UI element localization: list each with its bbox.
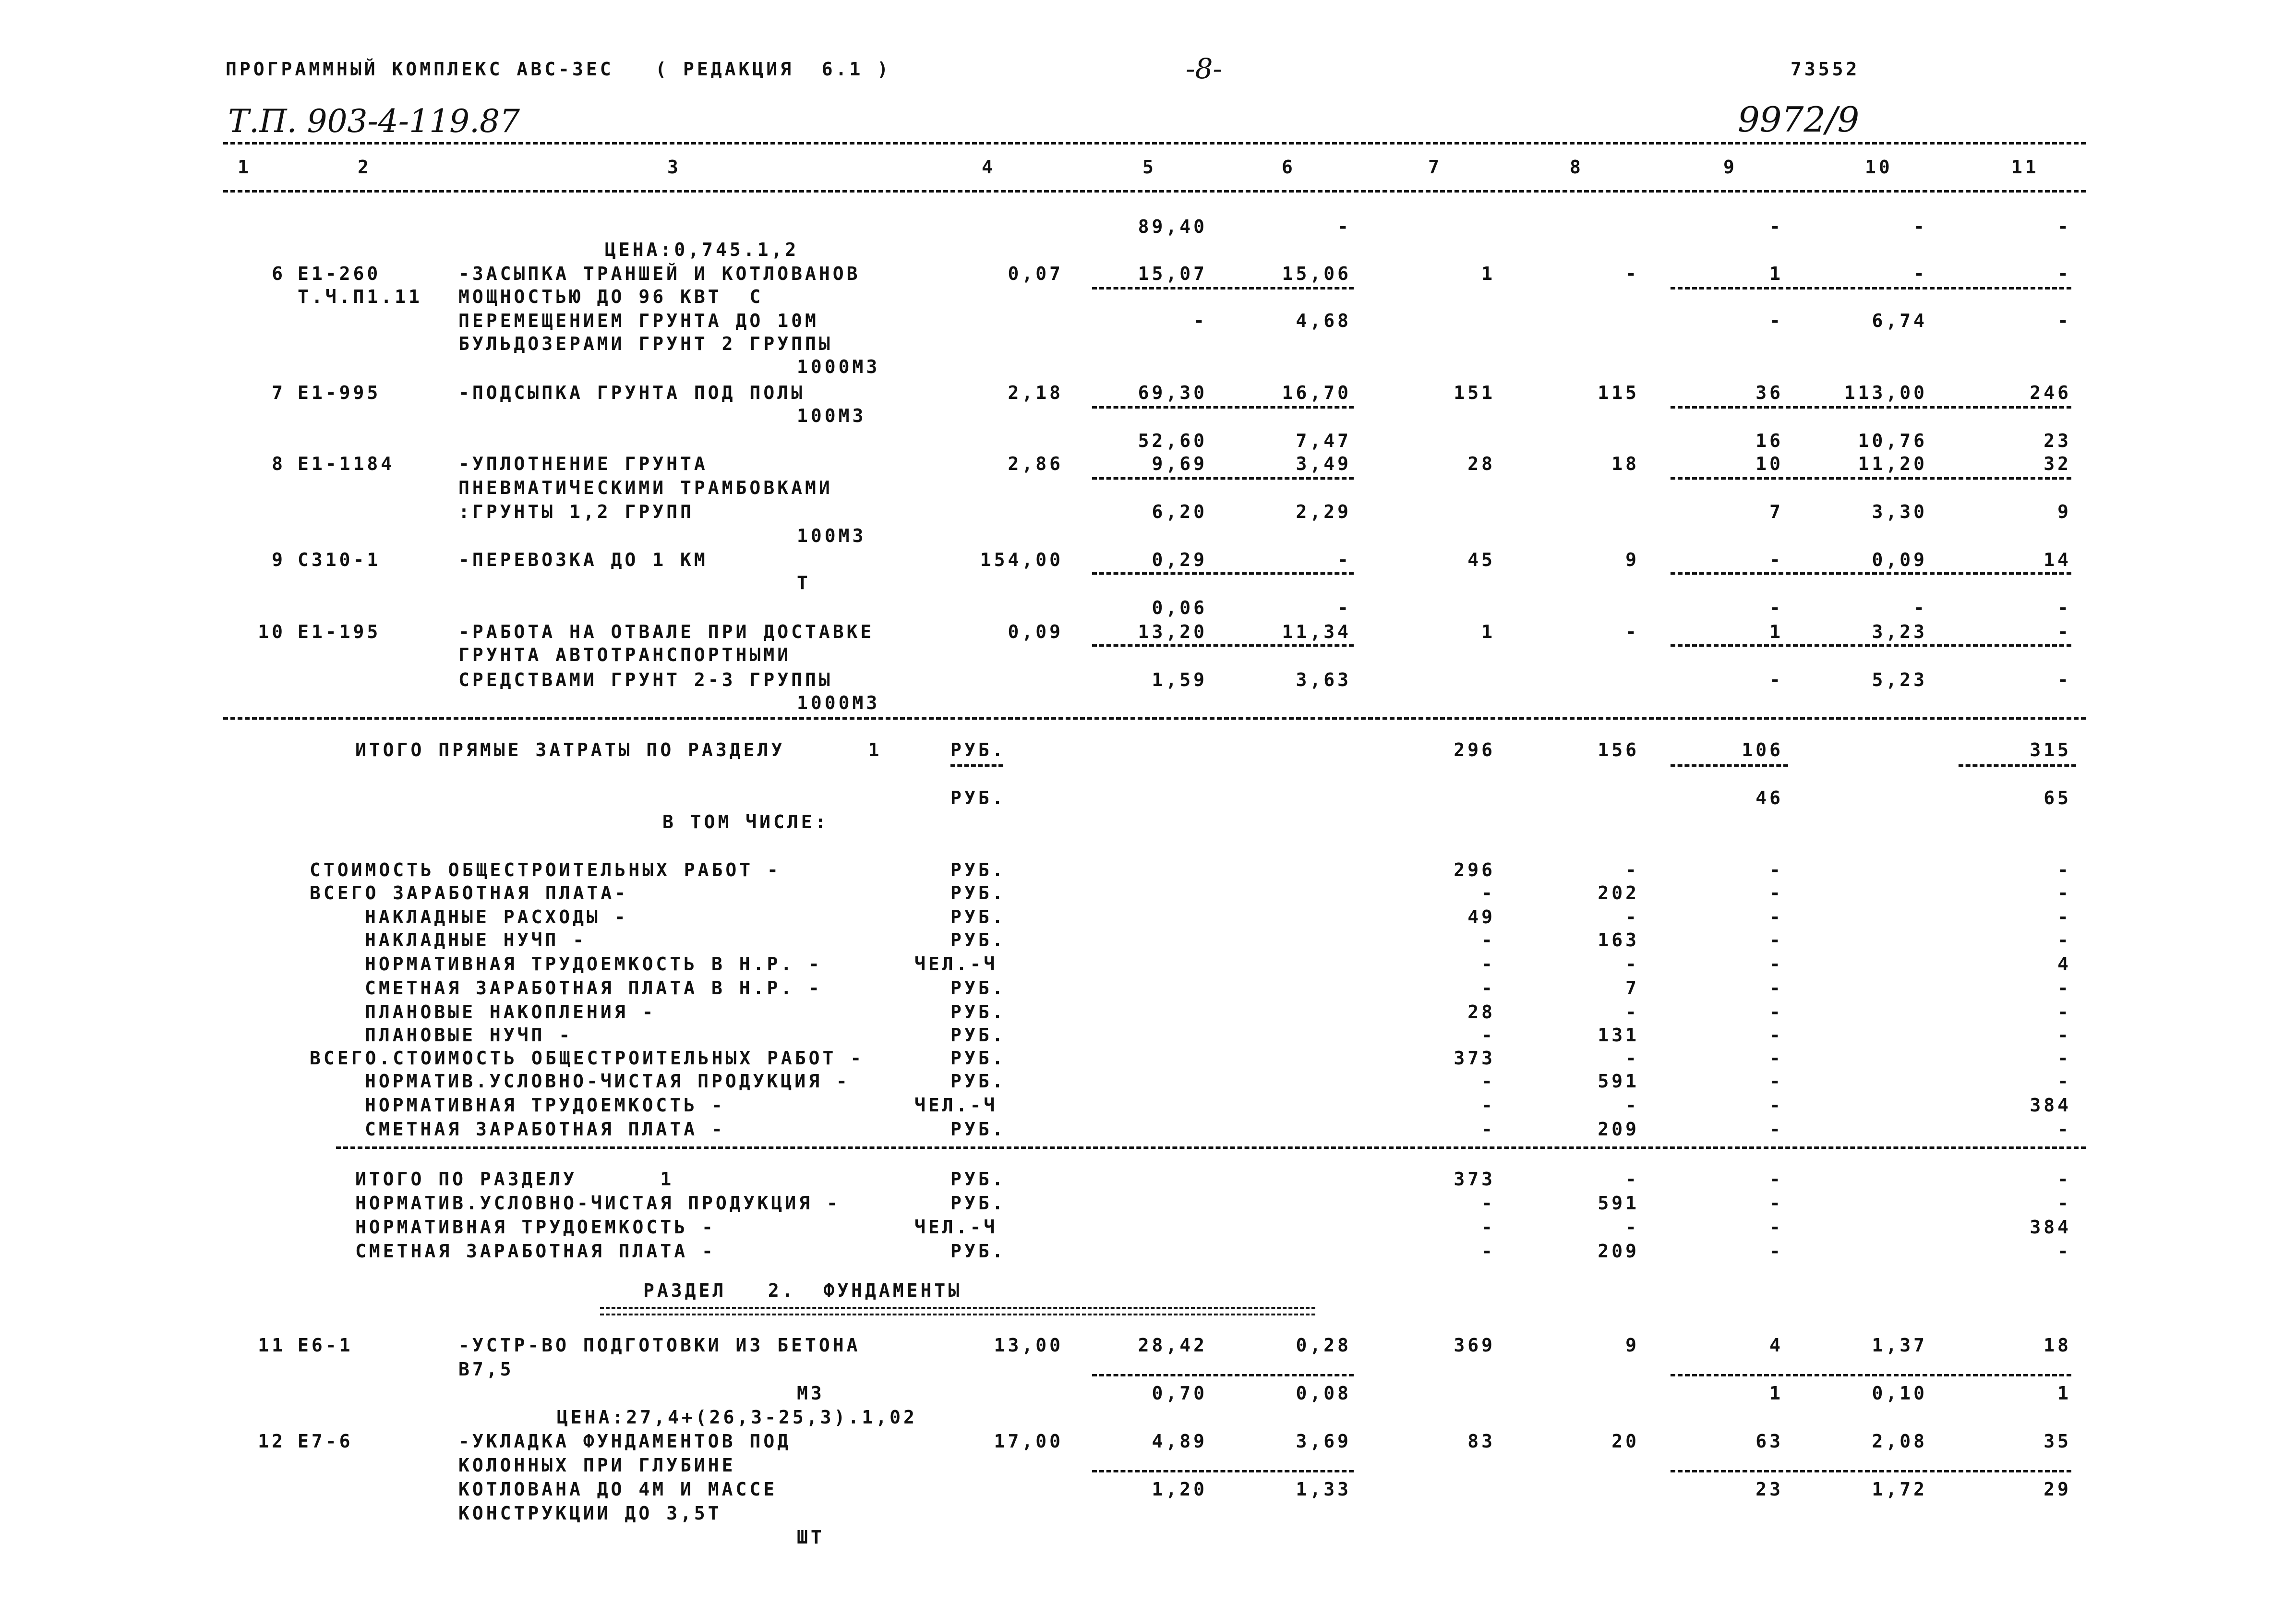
- cell-c9: 16: [1755, 430, 1783, 451]
- sheet-code: 9972/9: [1738, 99, 1860, 140]
- totals-c9-2: 46: [1755, 787, 1783, 808]
- work-description: ЦЕНА:27,4+(26,3-25,3).1,02: [557, 1407, 917, 1428]
- cell-separator: [1092, 287, 1354, 289]
- cell-separator: [1092, 1374, 1354, 1376]
- line-c7: -: [1481, 929, 1495, 951]
- cell-c10: 10,76: [1858, 430, 1927, 451]
- cell-c5: 0,70: [1152, 1383, 1207, 1404]
- line-unit: РУБ.: [950, 1169, 1006, 1190]
- line-c7: 28: [1467, 1001, 1495, 1023]
- rate-code: Е1-260: [298, 263, 381, 284]
- cell-c9: -: [1769, 310, 1783, 331]
- work-description: ГРУНТА АВТОТРАНСПОРТНЫМИ: [458, 644, 792, 665]
- line-unit: РУБ.: [950, 1119, 1006, 1140]
- line-c9: -: [1769, 1025, 1783, 1046]
- cell-c4: 154,00: [980, 549, 1063, 570]
- work-description: -ЗАСЫПКА ТРАНШЕЙ И КОТЛОВАНОВ: [458, 263, 861, 284]
- cell-c10: 5,23: [1872, 669, 1927, 690]
- section-2-underline: [600, 1307, 1315, 1315]
- cell-c6: 3,63: [1296, 669, 1351, 690]
- line-c9: -: [1769, 977, 1783, 999]
- cell-c11: 14: [2044, 549, 2071, 570]
- line-unit: РУБ.: [950, 1048, 1006, 1069]
- line-unit: РУБ.: [950, 1071, 1006, 1092]
- totals-c9: 106: [1742, 739, 1783, 760]
- line-c8: 591: [1598, 1193, 1639, 1214]
- line-c9: -: [1769, 929, 1783, 951]
- line-c7: 373: [1454, 1169, 1495, 1190]
- column-number: 4: [982, 157, 996, 178]
- work-description: ПНЕВМАТИЧЕСКИМИ ТРАМБОВКАМИ: [458, 477, 833, 498]
- row-number: 10: [258, 621, 286, 642]
- line-label: СМЕТНАЯ ЗАРАБОТНАЯ ПЛАТА -: [355, 1241, 716, 1262]
- cell-c5: 52,60: [1138, 430, 1207, 451]
- totals-c11: 315: [2030, 739, 2071, 760]
- cell-c7: 369: [1454, 1335, 1495, 1356]
- section-2-title: РАЗДЕЛ 2. ФУНДАМЕНТЫ: [643, 1280, 962, 1301]
- work-description: КОЛОННЫХ ПРИ ГЛУБИНЕ: [458, 1455, 736, 1476]
- header-rule: [223, 142, 2086, 145]
- work-description: -ПЕРЕВОЗКА ДО 1 КМ: [458, 549, 708, 570]
- document-number: 73552: [1791, 59, 1860, 80]
- line-c9: -: [1769, 859, 1783, 880]
- line-c11: -: [2057, 859, 2071, 880]
- line-c11: -: [2057, 1025, 2071, 1046]
- cell-c7: 151: [1454, 382, 1495, 403]
- totals-rule: [223, 717, 2086, 720]
- rate-code: Е7-6: [298, 1431, 353, 1452]
- row-number: 12: [258, 1431, 286, 1452]
- cell-separator: [1671, 477, 2071, 480]
- line-c8: 591: [1598, 1071, 1639, 1092]
- cell-c5: 13,20: [1138, 621, 1207, 642]
- cell-c11: 246: [2030, 382, 2071, 403]
- line-c11: -: [2057, 1193, 2071, 1214]
- cell-c9: -: [1769, 216, 1783, 237]
- page-number: -8-: [1186, 52, 1223, 85]
- column-number: 10: [1865, 157, 1893, 178]
- line-label: НАКЛАДНЫЕ НУЧП -: [365, 929, 587, 951]
- cell-separator: [1671, 572, 2071, 575]
- work-description: В7,5: [458, 1359, 514, 1380]
- cell-c11: 23: [2044, 430, 2071, 451]
- line-c11: -: [2057, 1001, 2071, 1023]
- rate-code: Т.Ч.П1.11: [298, 286, 422, 307]
- cell-c10: 2,08: [1872, 1431, 1927, 1452]
- line-label: СМЕТНАЯ ЗАРАБОТНАЯ ПЛАТА -: [365, 1119, 725, 1140]
- line-label: СТОИМОСТЬ ОБЩЕСТРОИТЕЛЬНЫХ РАБОТ -: [310, 859, 781, 880]
- cell-c11: 1: [2057, 1383, 2071, 1404]
- cell-c10: -: [1913, 263, 1927, 284]
- line-c11: -: [2057, 906, 2071, 928]
- line-c9: -: [1769, 1071, 1783, 1092]
- cell-separator: [1092, 572, 1354, 575]
- line-c7: -: [1481, 1241, 1495, 1262]
- work-description: КОНСТРУКЦИИ ДО 3,5Т: [458, 1503, 722, 1524]
- work-description: :ГРУНТЫ 1,2 ГРУПП: [458, 501, 694, 522]
- cell-c5: 89,40: [1138, 216, 1207, 237]
- cell-c6: 3,69: [1296, 1431, 1351, 1452]
- line-label: СМЕТНАЯ ЗАРАБОТНАЯ ПЛАТА В Н.Р. -: [365, 977, 822, 999]
- cell-c11: 29: [2044, 1479, 2071, 1500]
- line-label: НОРМАТИВНАЯ ТРУДОЕМКОСТЬ -: [365, 1095, 725, 1116]
- line-c8: 7: [1625, 977, 1639, 999]
- cell-c5: -: [1193, 310, 1207, 331]
- cell-c8: 20: [1611, 1431, 1639, 1452]
- cell-c4: 2,18: [1008, 382, 1063, 403]
- cell-c6: 15,06: [1282, 263, 1351, 284]
- line-unit: РУБ.: [950, 859, 1006, 880]
- line-c11: 4: [2057, 953, 2071, 975]
- cell-c5: 1,59: [1152, 669, 1207, 690]
- line-unit: РУБ.: [950, 1193, 1006, 1214]
- line-c9: -: [1769, 1193, 1783, 1214]
- line-c7: 296: [1454, 859, 1495, 880]
- column-number: 9: [1723, 157, 1737, 178]
- line-c11: -: [2057, 1241, 2071, 1262]
- totals-c7: 296: [1454, 739, 1495, 760]
- work-description: М3: [797, 1383, 825, 1404]
- cell-c9: 4: [1769, 1335, 1783, 1356]
- line-c8: 131: [1598, 1025, 1639, 1046]
- cell-c10: 3,30: [1872, 501, 1927, 522]
- cell-c11: -: [2057, 621, 2071, 642]
- line-c9: -: [1769, 1217, 1783, 1238]
- cell-c11: -: [2057, 216, 2071, 237]
- line-label: ПЛАНОВЫЕ НАКОПЛЕНИЯ -: [365, 1001, 656, 1023]
- line-c7: -: [1481, 882, 1495, 904]
- work-description: СРЕДСТВАМИ ГРУНТ 2-3 ГРУППЫ: [458, 669, 833, 690]
- cell-c9: -: [1769, 597, 1783, 618]
- work-description: 100М3: [797, 525, 866, 546]
- line-label: ВСЕГО.СТОИМОСТЬ ОБЩЕСТРОИТЕЛЬНЫХ РАБОТ -: [310, 1048, 865, 1069]
- cell-c5: 69,30: [1138, 382, 1207, 403]
- line-c11: -: [2057, 977, 2071, 999]
- cell-c5: 1,20: [1152, 1479, 1207, 1500]
- cell-c8: 115: [1598, 382, 1639, 403]
- cell-c11: 32: [2044, 453, 2071, 474]
- line-c7: -: [1481, 1071, 1495, 1092]
- cell-c9: 36: [1755, 382, 1783, 403]
- line-unit: РУБ.: [950, 882, 1006, 904]
- line-unit: ЧЕЛ.-Ч: [914, 1095, 998, 1116]
- work-description: -УКЛАДКА ФУНДАМЕНТОВ ПОД: [458, 1431, 792, 1452]
- cell-c9: -: [1769, 549, 1783, 570]
- column-number: 8: [1570, 157, 1584, 178]
- totals-c8: 156: [1598, 739, 1639, 760]
- line-c7: -: [1481, 1193, 1495, 1214]
- line-label: ВСЕГО ЗАРАБОТНАЯ ПЛАТА-: [310, 882, 629, 904]
- line-label: НОРМАТИВНАЯ ТРУДОЕМКОСТЬ -: [355, 1217, 716, 1238]
- cell-c6: -: [1337, 216, 1351, 237]
- line-c11: -: [2057, 1169, 2071, 1190]
- cell-c10: 1,72: [1872, 1479, 1927, 1500]
- cell-c4: 13,00: [994, 1335, 1063, 1356]
- cell-c6: 2,29: [1296, 501, 1351, 522]
- cell-c4: 0,07: [1008, 263, 1063, 284]
- cell-c9: 23: [1755, 1479, 1783, 1500]
- column-number: 5: [1142, 157, 1156, 178]
- section-totals-rule: [336, 1146, 2086, 1149]
- column-number: 3: [667, 157, 681, 178]
- line-c8: -: [1625, 1217, 1639, 1238]
- line-c7: -: [1481, 1119, 1495, 1140]
- line-c11: 384: [2030, 1217, 2071, 1238]
- cell-c8: -: [1625, 621, 1639, 642]
- line-c11: -: [2057, 929, 2071, 951]
- line-c11: -: [2057, 1071, 2071, 1092]
- cell-c6: 11,34: [1282, 621, 1351, 642]
- line-unit: РУБ.: [950, 929, 1006, 951]
- cell-c6: 3,49: [1296, 453, 1351, 474]
- cell-c11: 35: [2044, 1431, 2071, 1452]
- line-c9: -: [1769, 1241, 1783, 1262]
- cell-c5: 28,42: [1138, 1335, 1207, 1356]
- line-c8: -: [1625, 1095, 1639, 1116]
- cell-c4: 17,00: [994, 1431, 1063, 1452]
- line-c7: 373: [1454, 1048, 1495, 1069]
- cell-c5: 0,29: [1152, 549, 1207, 570]
- cell-c11: -: [2057, 310, 2071, 331]
- line-unit: РУБ.: [950, 977, 1006, 999]
- cell-c8: -: [1625, 263, 1639, 284]
- cell-c10: 6,74: [1872, 310, 1927, 331]
- line-c7: 49: [1467, 906, 1495, 928]
- line-c9: -: [1769, 882, 1783, 904]
- work-description: ШТ: [797, 1527, 825, 1548]
- line-unit: РУБ.: [950, 1025, 1006, 1046]
- column-number: 11: [2011, 157, 2039, 178]
- cell-c9: 7: [1769, 501, 1783, 522]
- line-c9: -: [1769, 1001, 1783, 1023]
- rate-code: Е1-195: [298, 621, 381, 642]
- line-unit: ЧЕЛ.-Ч: [914, 953, 998, 975]
- work-description: -УСТР-ВО ПОДГОТОВКИ ИЗ БЕТОНА: [458, 1335, 861, 1356]
- cell-c6: -: [1337, 597, 1351, 618]
- cell-c6: 7,47: [1296, 430, 1351, 451]
- cell-c10: -: [1913, 597, 1927, 618]
- cell-c11: 9: [2057, 501, 2071, 522]
- cell-c10: 113,00: [1844, 382, 1927, 403]
- cell-c9: 1: [1769, 263, 1783, 284]
- cell-c11: -: [2057, 263, 2071, 284]
- line-c8: 163: [1598, 929, 1639, 951]
- cell-c10: 11,20: [1858, 453, 1927, 474]
- cell-c5: 4,89: [1152, 1431, 1207, 1452]
- totals-label: ИТОГО ПРЯМЫЕ ЗАТРАТЫ ПО РАЗДЕЛУ 1: [355, 739, 882, 760]
- column-rule: [223, 190, 2086, 193]
- cell-c9: 1: [1769, 621, 1783, 642]
- line-c7: -: [1481, 1025, 1495, 1046]
- cell-c6: 4,68: [1296, 310, 1351, 331]
- cell-c9: 63: [1755, 1431, 1783, 1452]
- project-code: Т.П. 903-4-119.87: [228, 103, 520, 140]
- line-unit: РУБ.: [950, 906, 1006, 928]
- line-label: НОРМАТИВ.УСЛОВНО-ЧИСТАЯ ПРОДУКЦИЯ -: [355, 1193, 841, 1214]
- cell-c11: -: [2057, 669, 2071, 690]
- cell-separator: [1959, 764, 2076, 767]
- cell-c7: 28: [1467, 453, 1495, 474]
- totals-unit: РУБ.: [950, 739, 1006, 760]
- line-c7: -: [1481, 977, 1495, 999]
- line-unit: РУБ.: [950, 1001, 1006, 1023]
- work-description: -РАБОТА НА ОТВАЛЕ ПРИ ДОСТАВКЕ: [458, 621, 875, 642]
- cell-separator: [1671, 287, 2071, 289]
- line-label: НАКЛАДНЫЕ РАСХОДЫ -: [365, 906, 628, 928]
- cell-c7: 83: [1467, 1431, 1495, 1452]
- line-label: ИТОГО ПО РАЗДЕЛУ 1: [355, 1169, 674, 1190]
- line-c9: -: [1769, 1095, 1783, 1116]
- row-number: 11: [258, 1335, 286, 1356]
- column-number: 2: [358, 157, 372, 178]
- program-title: ПРОГРАММНЫЙ КОМПЛЕКС АВС-3ЕС ( РЕДАКЦИЯ 6.1 ): [226, 59, 891, 80]
- cell-c6: 0,28: [1296, 1335, 1351, 1356]
- line-c7: -: [1481, 1217, 1495, 1238]
- cell-separator: [1671, 644, 2071, 647]
- cell-separator: [1092, 477, 1354, 480]
- work-description: МОЩНОСТЬЮ ДО 96 КВТ С: [458, 286, 764, 307]
- cell-c7: 1: [1481, 621, 1495, 642]
- cell-c6: 1,33: [1296, 1479, 1351, 1500]
- row-number: 6: [272, 263, 286, 284]
- line-label: ПЛАНОВЫЕ НУЧП -: [365, 1025, 573, 1046]
- cell-c10: 0,10: [1872, 1383, 1927, 1404]
- cell-c7: 1: [1481, 263, 1495, 284]
- line-c7: -: [1481, 953, 1495, 975]
- line-c9: -: [1769, 906, 1783, 928]
- cell-separator: [950, 764, 1003, 767]
- row-number: 8: [272, 453, 286, 474]
- cell-c8: 9: [1625, 549, 1639, 570]
- cell-separator: [1092, 1470, 1354, 1472]
- cell-separator: [1671, 1374, 2071, 1376]
- cell-c4: 0,09: [1008, 621, 1063, 642]
- totals-c11-2: 65: [2044, 787, 2071, 808]
- cell-c5: 6,20: [1152, 501, 1207, 522]
- line-label: НОРМАТИВНАЯ ТРУДОЕМКОСТЬ В Н.Р. -: [365, 953, 822, 975]
- line-c8: 209: [1598, 1241, 1639, 1262]
- cell-c9: 10: [1755, 453, 1783, 474]
- line-unit: ЧЕЛ.-Ч: [914, 1217, 998, 1238]
- rate-code: Е1-995: [298, 382, 381, 403]
- work-description: БУЛЬДОЗЕРАМИ ГРУНТ 2 ГРУППЫ: [458, 333, 833, 354]
- cell-separator: [1092, 406, 1354, 409]
- cell-c11: 18: [2044, 1335, 2071, 1356]
- line-unit: РУБ.: [950, 1241, 1006, 1262]
- line-c9: -: [1769, 1119, 1783, 1140]
- line-c11: -: [2057, 1048, 2071, 1069]
- totals-unit-2: РУБ.: [950, 787, 1006, 808]
- cell-separator: [1092, 644, 1354, 647]
- work-description: 100М3: [797, 405, 866, 426]
- cell-c7: 45: [1467, 549, 1495, 570]
- work-description: Т: [797, 572, 811, 593]
- column-number: 1: [238, 157, 252, 178]
- cell-separator: [1671, 1470, 2071, 1472]
- cell-c10: 0,09: [1872, 549, 1927, 570]
- line-c11: 384: [2030, 1095, 2071, 1116]
- cell-c5: 0,06: [1152, 597, 1207, 618]
- row-number: 7: [272, 382, 286, 403]
- line-c7: -: [1481, 1095, 1495, 1116]
- column-number: 7: [1428, 157, 1442, 178]
- rate-code: С310-1: [298, 549, 381, 570]
- work-description: 1000М3: [797, 356, 880, 377]
- line-c8: -: [1625, 953, 1639, 975]
- line-c9: -: [1769, 1169, 1783, 1190]
- cell-c9: 1: [1769, 1383, 1783, 1404]
- cell-separator: [1671, 406, 2071, 409]
- line-c8: -: [1625, 1001, 1639, 1023]
- cell-c5: 9,69: [1152, 453, 1207, 474]
- including-heading: В ТОМ ЧИСЛЕ:: [662, 811, 829, 832]
- cell-c8: 18: [1611, 453, 1639, 474]
- line-c9: -: [1769, 953, 1783, 975]
- line-c8: -: [1625, 1169, 1639, 1190]
- cell-c11: -: [2057, 597, 2071, 618]
- work-description: ЦЕНА:0,745.1,2: [605, 239, 799, 260]
- line-c11: -: [2057, 1119, 2071, 1140]
- cell-separator: [1671, 764, 1788, 767]
- cell-c9: -: [1769, 669, 1783, 690]
- column-number: 6: [1282, 157, 1296, 178]
- rate-code: Е6-1: [298, 1335, 353, 1356]
- cell-c10: 1,37: [1872, 1335, 1927, 1356]
- rate-code: Е1-1184: [298, 453, 395, 474]
- cell-c4: 2,86: [1008, 453, 1063, 474]
- cell-c6: -: [1337, 549, 1351, 570]
- line-label: НОРМАТИВ.УСЛОВНО-ЧИСТАЯ ПРОДУКЦИЯ -: [365, 1071, 850, 1092]
- work-description: -УПЛОТНЕНИЕ ГРУНТА: [458, 453, 708, 474]
- line-c8: -: [1625, 906, 1639, 928]
- work-description: 1000М3: [797, 692, 880, 713]
- work-description: ПЕРЕМЕЩЕНИЕМ ГРУНТА ДО 10М: [458, 310, 819, 331]
- line-c11: -: [2057, 882, 2071, 904]
- line-c9: -: [1769, 1048, 1783, 1069]
- cell-c10: -: [1913, 216, 1927, 237]
- work-description: КОТЛОВАНА ДО 4М И МАССЕ: [458, 1479, 778, 1500]
- line-c8: -: [1625, 1048, 1639, 1069]
- cell-c6: 16,70: [1282, 382, 1351, 403]
- line-c8: 209: [1598, 1119, 1639, 1140]
- cell-c8: 9: [1625, 1335, 1639, 1356]
- row-number: 9: [272, 549, 286, 570]
- cell-c10: 3,23: [1872, 621, 1927, 642]
- line-c8: -: [1625, 859, 1639, 880]
- cell-c5: 15,07: [1138, 263, 1207, 284]
- work-description: -ПОДСЫПКА ГРУНТА ПОД ПОЛЫ: [458, 382, 805, 403]
- line-c8: 202: [1598, 882, 1639, 904]
- cell-c6: 0,08: [1296, 1383, 1351, 1404]
